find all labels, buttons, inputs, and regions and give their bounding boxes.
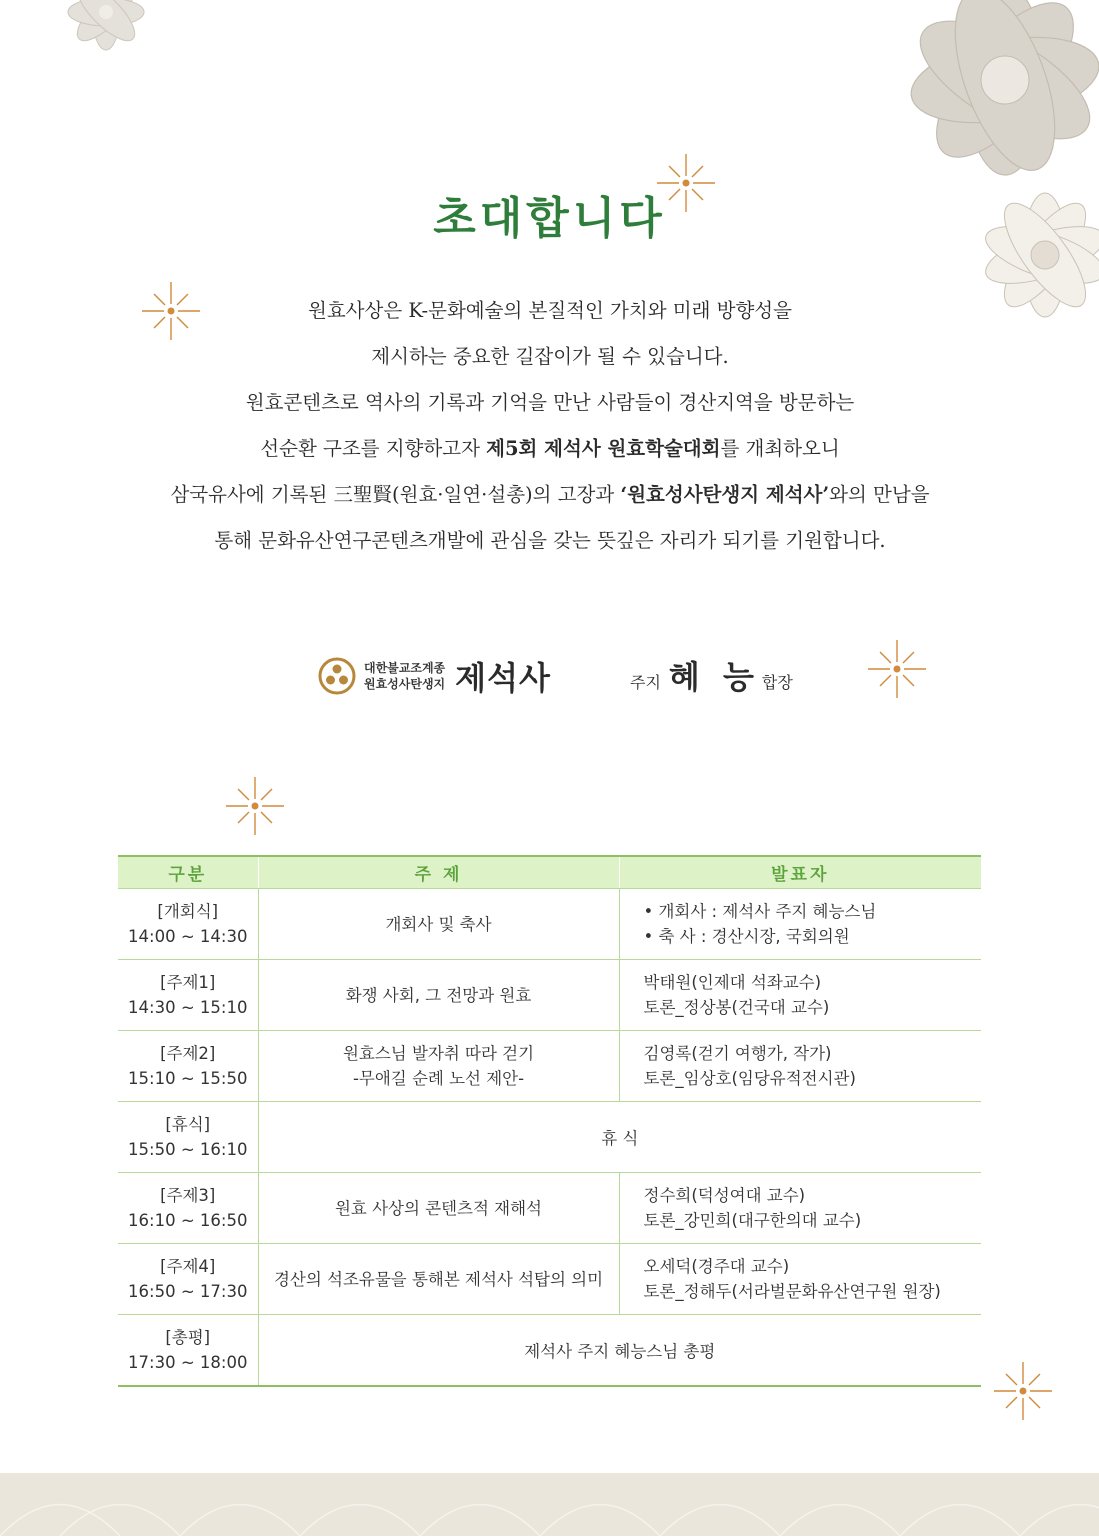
table-row bbox=[118, 1173, 981, 1244]
abbot-title: 주지 bbox=[630, 673, 661, 692]
organization-name: 제석사 bbox=[455, 659, 551, 697]
abbot-closing: 합장 bbox=[761, 673, 793, 692]
organization-subtitle: 대한불교조계종 원효성사탄생지 bbox=[364, 661, 446, 691]
abbot-name: 혜 능 bbox=[668, 658, 760, 696]
break-cell: 휴 식 bbox=[258, 1102, 981, 1173]
table-row bbox=[118, 1315, 981, 1387]
table-row bbox=[118, 1102, 981, 1173]
event-name: 제5회 제석사 원효학술대회 bbox=[486, 437, 721, 460]
table-row bbox=[118, 1031, 981, 1102]
topic-cell: 경산의 석조유물을 통해본 제석사 석탑의 의미 bbox=[258, 1244, 619, 1315]
sparkle-icon bbox=[992, 1360, 1054, 1422]
text-line: 제시하는 중요한 길잡이가 될 수 있습니다. bbox=[371, 345, 729, 368]
speaker-cell: 오세덕(경주대 교수) 토론_정해두(서라벌문화유산연구원 원장) bbox=[619, 1244, 981, 1315]
text-line: 통해 문화유산연구콘텐츠개발에 관심을 갖는 뜻깊은 자리가 되기를 기원합니다. bbox=[214, 529, 886, 552]
speaker-cell: 정수희(덕성여대 교수) 토론_강민희(대구한의대 교수) bbox=[619, 1173, 981, 1244]
organization-signature bbox=[318, 650, 551, 702]
speaker-cell: 김영록(걷기 여행가, 작가) 토론_임상호(임당유적전시관) bbox=[619, 1031, 981, 1102]
schedule-table bbox=[118, 855, 981, 1387]
topic-cell: 화쟁 사회, 그 전망과 원효 bbox=[258, 960, 619, 1031]
column-header: 주 제 bbox=[258, 856, 619, 889]
text-line: 원효콘텐츠로 역사의 기록과 기억을 만난 사람들이 경산지역을 방문하는 bbox=[245, 391, 855, 414]
session-cell: [주제3] 16:10 ~ 16:50 bbox=[118, 1173, 258, 1244]
table-row bbox=[118, 889, 981, 960]
pattern-decoration bbox=[0, 1473, 1099, 1536]
bottom-decorative-band bbox=[0, 1473, 1099, 1536]
text-line: 삼국유사에 기록된 三聖賢(원효·일연·설총)의 고장과 ‘원효성사탄생지 제석사’와의 만남을 bbox=[170, 483, 930, 506]
page-title: 초대합니다 bbox=[433, 193, 666, 244]
abbot-signature bbox=[630, 652, 793, 700]
topic-cell: 개회사 및 축사 bbox=[258, 889, 619, 960]
temple-seal-icon bbox=[318, 657, 356, 695]
flower-decoration-top-left bbox=[50, 0, 162, 72]
session-cell: [개회식] 14:00 ~ 14:30 bbox=[118, 889, 258, 960]
session-cell: [휴식] 15:50 ~ 16:10 bbox=[118, 1102, 258, 1173]
sparkle-icon bbox=[866, 638, 928, 700]
speaker-cell: • 개회사 : 제석사 주지 혜능스님 • 축 사 : 경산시장, 국회의원 bbox=[619, 889, 981, 960]
closing-cell: 제석사 주지 혜능스님 총평 bbox=[258, 1315, 981, 1387]
sparkle-icon bbox=[224, 775, 286, 837]
text-line: 선순환 구조를 지향하고자 제5회 제석사 원효학술대회를 개최하오니 bbox=[260, 437, 840, 460]
text-line: 원효사상은 K-문화예술의 본질적인 가치와 미래 방향성을 bbox=[308, 299, 792, 322]
invitation-text bbox=[90, 288, 1010, 564]
session-cell: [총평] 17:30 ~ 18:00 bbox=[118, 1315, 258, 1387]
table-row bbox=[118, 1244, 981, 1315]
session-cell: [주제1] 14:30 ~ 15:10 bbox=[118, 960, 258, 1031]
session-cell: [주제4] 16:50 ~ 17:30 bbox=[118, 1244, 258, 1315]
column-header: 발표자 bbox=[619, 856, 981, 889]
flower-decoration-top-right-large bbox=[830, 0, 1099, 320]
topic-cell: 원효스님 발자취 따라 걷기 -무애길 순례 노선 제안- bbox=[258, 1031, 619, 1102]
table-row bbox=[118, 960, 981, 1031]
temple-name: ‘원효성사탄생지 제석사’ bbox=[620, 483, 830, 506]
table-header-row bbox=[118, 856, 981, 889]
column-header: 구분 bbox=[118, 856, 258, 889]
speaker-cell: 박태원(인제대 석좌교수) 토론_정상봉(건국대 교수) bbox=[619, 960, 981, 1031]
topic-cell: 원효 사상의 콘텐츠적 재해석 bbox=[258, 1173, 619, 1244]
session-cell: [주제2] 15:10 ~ 15:50 bbox=[118, 1031, 258, 1102]
